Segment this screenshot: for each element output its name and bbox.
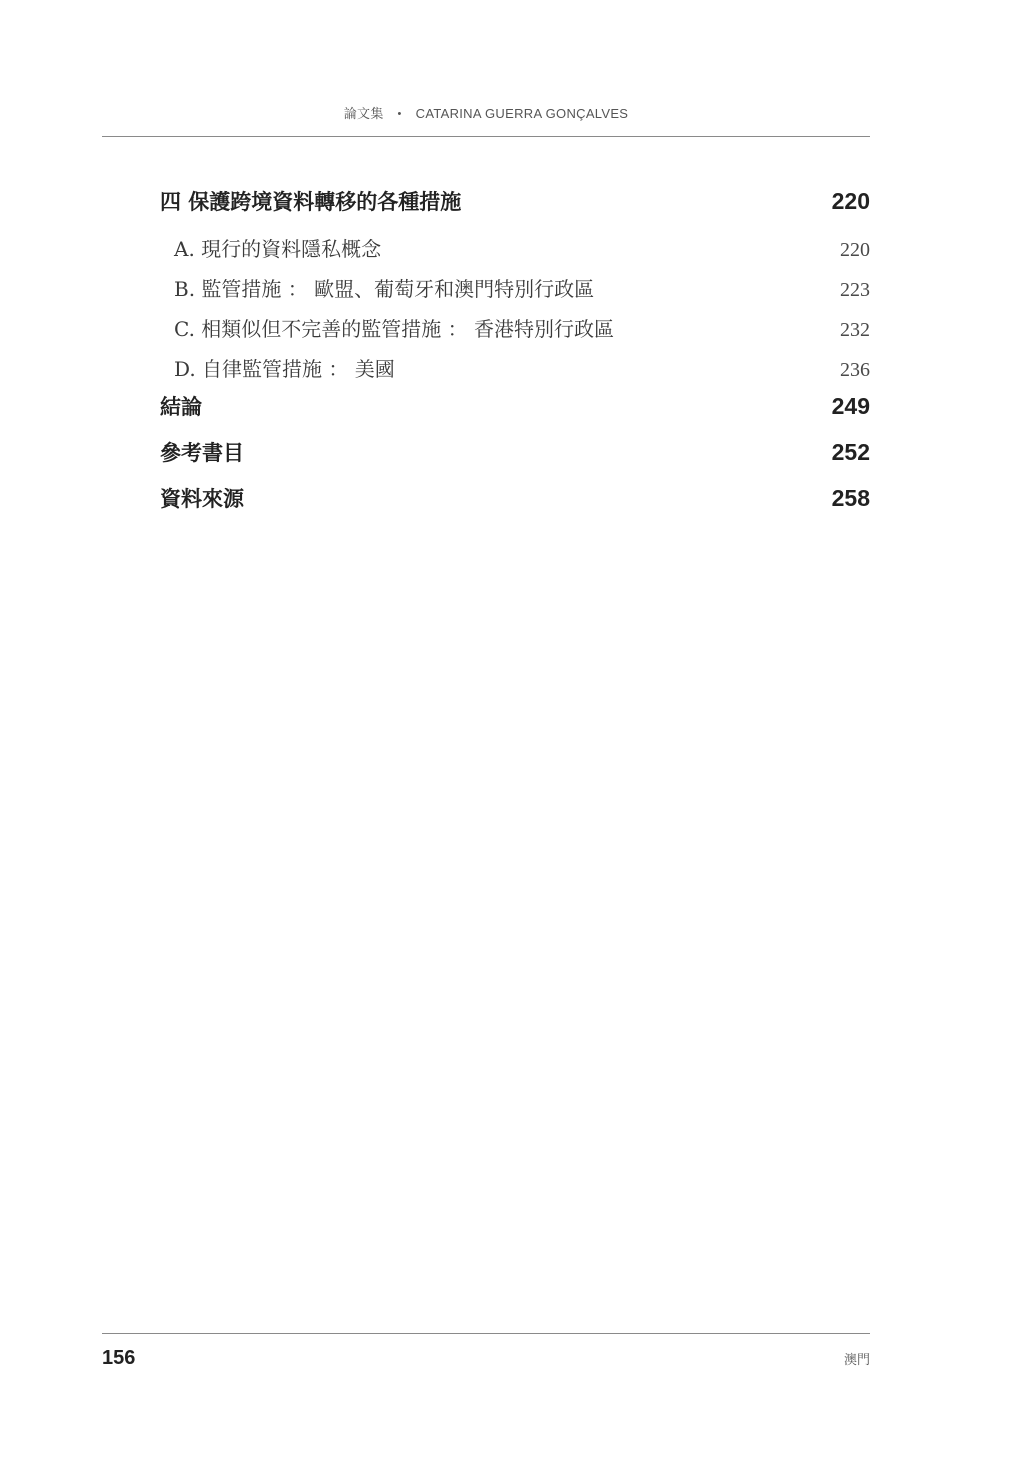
toc-entry-section-4[interactable] (160, 186, 870, 216)
toc-entry-4d[interactable] (160, 353, 870, 382)
toc-entry-bibliography[interactable] (160, 437, 870, 467)
toc-entry-title: 參考書目 (160, 441, 244, 465)
toc-entry-page: 232 (840, 319, 870, 341)
toc-entry-page: 223 (840, 279, 870, 301)
toc-entry-page: 220 (840, 239, 870, 261)
toc-entry-sources[interactable] (160, 483, 870, 513)
toc-entry-title: D. 自律監管措施 ： 美國 (174, 357, 395, 381)
collection-title: 論文集 (343, 106, 384, 121)
toc-entry-4c[interactable] (160, 313, 870, 342)
toc-entry-page: 236 (840, 359, 870, 381)
toc-entry-title: 資料來源 (160, 487, 244, 511)
footer-publication-label: 澳門 (843, 1353, 870, 1368)
toc-entry-page: 249 (831, 393, 870, 419)
toc-entry-title: B. 監管措施 ： 歐盟、葡萄牙和澳門特別行政區 (174, 277, 595, 301)
header-rule (102, 136, 870, 137)
footer-rule (102, 1333, 870, 1334)
header-separator: • (397, 108, 402, 120)
toc-entry-title: 結論 (160, 395, 202, 419)
toc-entry-page: 252 (831, 439, 870, 465)
toc-entry-page: 258 (831, 485, 870, 511)
toc-entry-title: A. 現行的資料隱私概念 (174, 237, 382, 261)
toc-entry-conclusion[interactable] (160, 391, 870, 421)
running-head (102, 103, 870, 122)
toc-entry-title: C. 相類似但不完善的監管措施 ： 香港特別行政區 (174, 317, 615, 341)
toc-entry-4b[interactable] (160, 273, 870, 302)
toc-entry-4a[interactable] (160, 233, 870, 262)
author-name: CATARINA GUERRA GONÇALVES (415, 106, 629, 121)
page-number: 156 (102, 1347, 136, 1369)
toc-entry-title: 四 保護跨境資料轉移的各種措施 (160, 190, 462, 214)
toc-entry-page: 220 (831, 188, 870, 214)
